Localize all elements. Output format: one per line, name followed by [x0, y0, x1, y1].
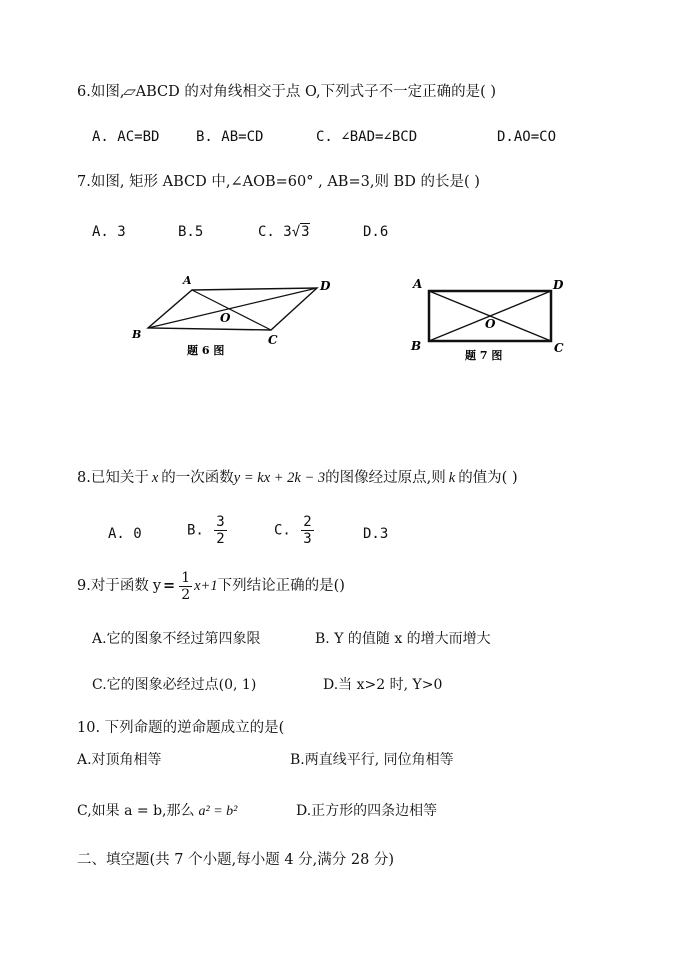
- sqrt-icon: √: [291, 224, 301, 240]
- q6-option-b: B. AB=CD: [196, 129, 264, 145]
- q9-text-2: 下列结论正确的是(): [217, 578, 345, 594]
- q9-expression-rest: x+1: [194, 578, 218, 594]
- fig6-label-b: B: [132, 328, 142, 341]
- fig7-label-b: B: [411, 339, 422, 353]
- q10-option-a: A.对顶角相等: [77, 752, 162, 768]
- fraction-numerator: 2: [303, 514, 312, 530]
- fig6-caption: 题 6 图: [187, 344, 225, 357]
- q8-expression: y = kx + 2k − 3: [233, 470, 326, 486]
- q9-option-b: B. Y 的值随 x 的增大而增大: [315, 631, 491, 647]
- section-2-heading: 二、填空题(共 7 个小题,每小题 4 分,满分 28 分): [77, 852, 395, 868]
- q8-var-k: k: [448, 470, 456, 486]
- fraction-denominator: 3: [303, 531, 312, 547]
- q8-option-c-fraction: [301, 514, 313, 547]
- q8-option-b-label: B.: [187, 522, 204, 539]
- q8-text-3: 的图像经过原点,则: [325, 470, 446, 486]
- q10-option-d: D.正方形的四条边相等: [296, 803, 438, 819]
- q8-var-x: x: [151, 470, 159, 486]
- q8-option-b-fraction: [214, 514, 226, 547]
- question-8: [77, 468, 518, 488]
- q7-option-c: [258, 222, 310, 242]
- q7-option-b: B.5: [178, 224, 204, 240]
- fig7-caption: 题 7 图: [465, 349, 503, 362]
- q8-text-2: 的一次函数: [161, 470, 234, 486]
- diagonal-ac: [192, 290, 271, 330]
- q8-option-c-label: C.: [274, 522, 291, 539]
- q8-text-1: 8.已知关于: [77, 470, 149, 486]
- q8-option-c: [274, 514, 316, 547]
- diagonal-bd: [148, 288, 317, 328]
- q6-text-a: 如图,: [90, 84, 125, 100]
- q8-option-a: A. 0: [108, 526, 142, 542]
- fig7-label-o: O: [485, 317, 496, 331]
- question-7: 7.如图, 矩形 ABCD 中,∠AOB=60° , AB=3,则 BD 的长是( ): [77, 174, 480, 190]
- fig6-label-d: D: [320, 279, 331, 293]
- q9-option-c: C.它的图象必经过点(0, 1): [92, 677, 257, 693]
- fig7-label-a: A: [413, 277, 423, 291]
- fig6-label-o: O: [220, 311, 231, 325]
- q9-var-y: y: [152, 578, 162, 594]
- parallelogram-icon: ▱: [121, 84, 139, 100]
- fig7-label-c: C: [554, 341, 564, 355]
- q9-option-a: A.它的图象不经过第四象限: [92, 631, 261, 647]
- q10-option-c: [77, 801, 237, 822]
- fig6-label-c: C: [268, 333, 278, 347]
- q9-fraction: [179, 570, 192, 603]
- q6-option-a: A. AC=BD: [92, 129, 160, 145]
- fraction-denominator: 2: [216, 531, 225, 547]
- q7-option-c-radicand: 3: [301, 224, 310, 240]
- fraction-numerator: 3: [216, 514, 225, 530]
- q6-option-d: D.AO=CO: [497, 129, 557, 145]
- q6-number: 6.: [77, 84, 91, 100]
- q8-option-b: [187, 514, 229, 547]
- q8-text-4: 的值为( ): [458, 470, 518, 486]
- figure-7-rectangle: [408, 272, 578, 367]
- q9-equals: =: [163, 577, 176, 594]
- fraction-denominator: 2: [181, 586, 191, 603]
- question-6: [77, 82, 496, 102]
- q9-option-d: D.当 x>2 时, Y>0: [323, 677, 443, 693]
- figure-6-parallelogram: [125, 268, 345, 368]
- fig7-label-d: D: [553, 278, 564, 292]
- question-9: [77, 568, 345, 604]
- q10-option-b: B.两直线平行, 同位角相等: [290, 752, 454, 768]
- q7-option-c-label: C. 3: [258, 224, 292, 240]
- question-10: 10. 下列命题的逆命题成立的是(: [77, 720, 285, 736]
- q6-option-c: C. ∠BAD=∠BCD: [316, 129, 418, 145]
- q7-option-d: D.6: [363, 224, 389, 240]
- q10-option-c-text: C,如果 a = b,那么: [77, 803, 195, 819]
- q9-text-1: 9.对于函数: [77, 578, 149, 594]
- fraction-numerator: 1: [181, 569, 191, 586]
- q7-option-a: A. 3: [92, 224, 126, 240]
- q6-text-b: ABCD 的对角线相交于点 O,下列式子不一定正确的是( ): [135, 84, 497, 100]
- q10-option-c-expression: a² = b²: [198, 804, 238, 819]
- fig6-label-a: A: [183, 274, 192, 287]
- q8-option-d: D.3: [363, 526, 389, 542]
